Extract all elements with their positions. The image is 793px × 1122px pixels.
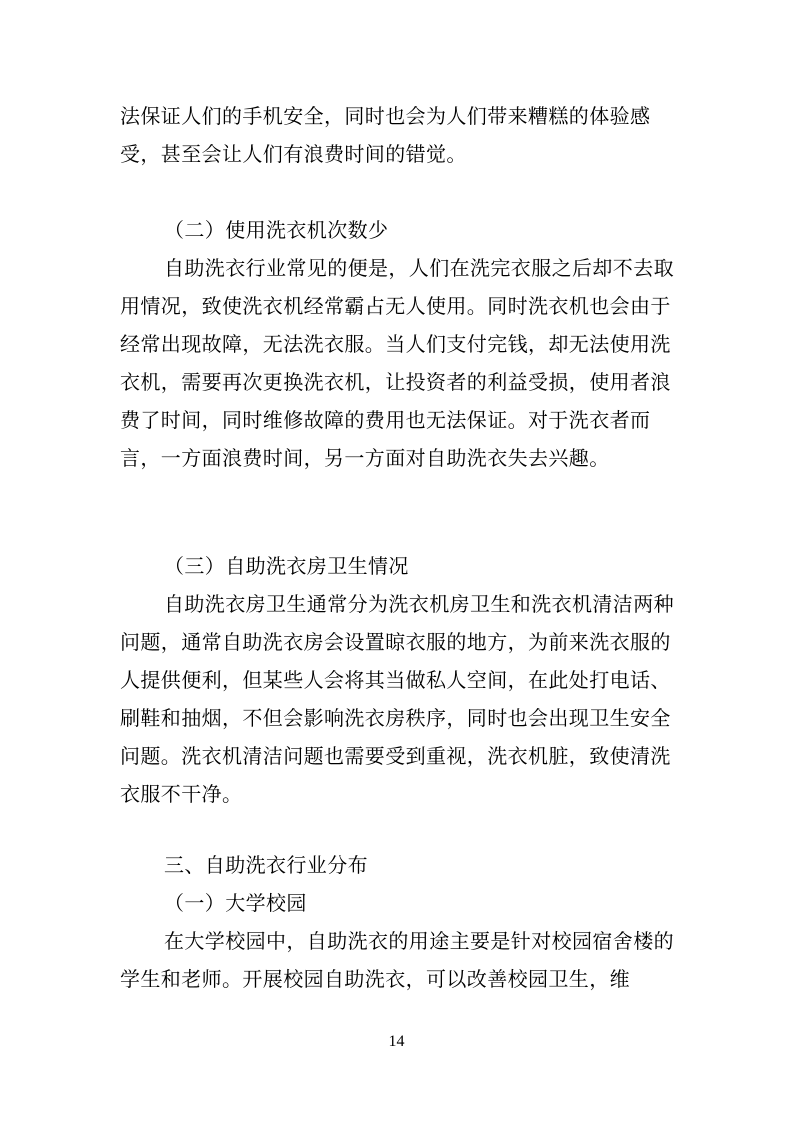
section-3-paragraph: 自助洗衣房卫生通常分为洗衣机房卫生和洗衣机清洁两种问题，通常自助洗衣房会设置晾衣服的地方，为前来洗衣服的人提供便利，但某些人会将其当做私人空间，在此处打电话、刷鞋和抽烟，不但会影响洗衣房秩序，同时也会出现卫生安全问题。洗衣机清洁问题也需要受到重视，洗衣机脏，致使清洗衣服不干净。 <box>120 592 674 806</box>
section-heading-3: （三）自助洗衣房卫生情况 <box>164 554 409 578</box>
continuation-paragraph: 法保证人们的手机安全，同时也会为人们带来糟糕的体验感受，甚至会让人们有浪费时间的错觉。 <box>120 104 651 166</box>
page-number: 14 <box>388 1033 405 1050</box>
subsection-1-body <box>120 922 680 998</box>
continuation-block <box>120 97 680 173</box>
section-2-paragraph: 自助洗衣行业常见的便是，人们在洗完衣服之后却不去取用情况，致使洗衣机经常霸占无人使用。同时洗衣机也会由于经常出现故障，无法洗衣服。当人们支付完钱，却无法使用洗衣机，需要再次更换洗衣机，让投资者的利益受损，使用者浪费了时间，同时维修故障的费用也无法保证。对于洗衣者而言，一方面浪费时间，另一方面对自助洗衣失去兴趣。 <box>120 256 674 470</box>
section-2-body <box>120 249 680 477</box>
subsection-heading-1: （一）大学校园 <box>164 891 307 915</box>
section-3-body <box>120 585 680 813</box>
chapter-heading-3: 三、自助洗衣行业分布 <box>164 853 368 877</box>
subsection-1-paragraph: 在大学校园中，自助洗衣的用途主要是针对校园宿舍楼的学生和老师。开展校园自助洗衣，可以改善校园卫生，维 <box>120 929 674 991</box>
section-heading-2: （二）使用洗衣机次数少 <box>164 218 389 242</box>
